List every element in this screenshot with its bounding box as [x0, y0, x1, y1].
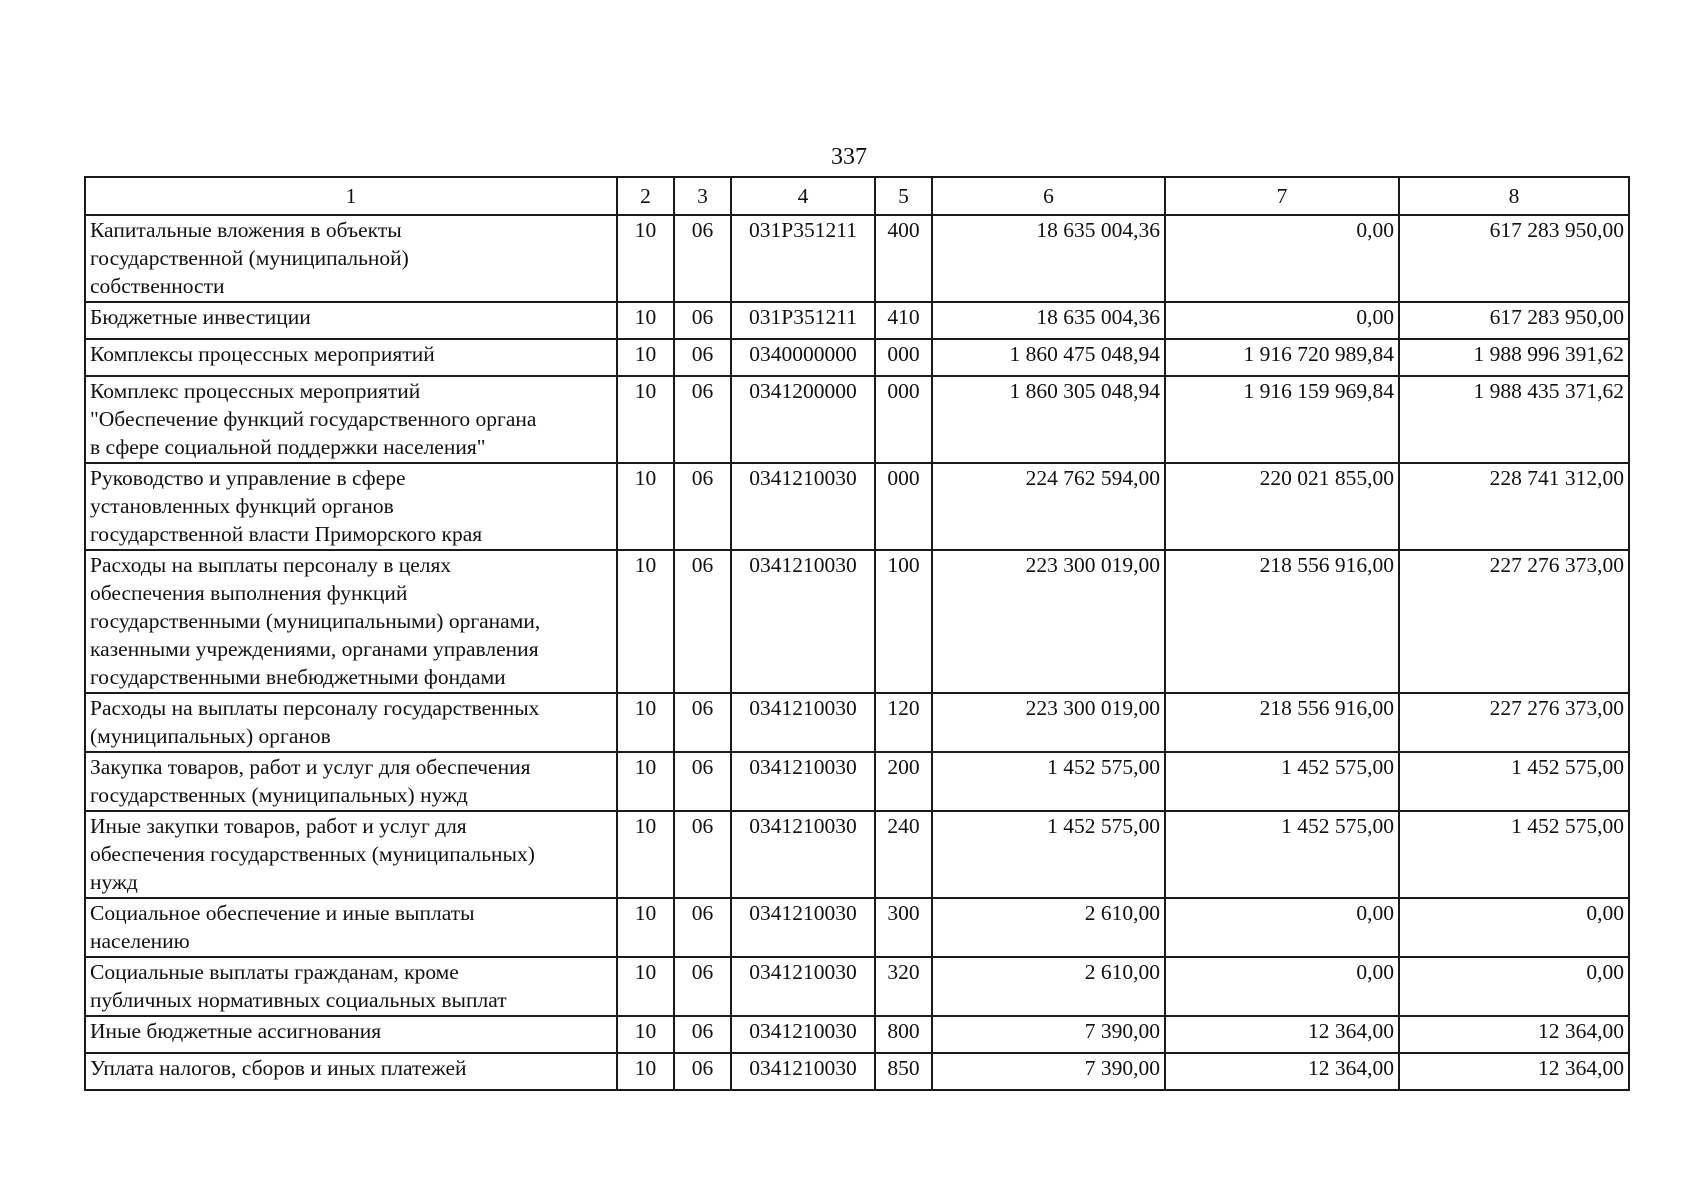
row-target-code: 0341210030 — [731, 550, 875, 693]
column-header-2: 2 — [617, 177, 674, 215]
row-amount-col6: 1 452 575,00 — [932, 811, 1165, 898]
row-subsection-code: 06 — [674, 376, 731, 463]
row-name: Расходы на выплаты персоналу государственных (муниципальных) органов — [85, 693, 617, 752]
row-target-code: 0341210030 — [731, 1016, 875, 1053]
table-row — [85, 463, 1629, 550]
row-amount-col6: 7 390,00 — [932, 1016, 1165, 1053]
row-name: Иные закупки товаров, работ и услуг для обеспечения государственных (муниципальных) нужд — [85, 811, 617, 898]
row-name: Бюджетные инвестиции — [85, 302, 617, 339]
table-row — [85, 550, 1629, 693]
row-subsection-code: 06 — [674, 1053, 731, 1090]
page-number: 337 — [831, 144, 867, 170]
row-name: Социальные выплаты гражданам, кроме публичных нормативных социальных выплат — [85, 957, 617, 1016]
table-row — [85, 693, 1629, 752]
row-target-code: 0341210030 — [731, 957, 875, 1016]
row-expense-type-code: 000 — [875, 339, 932, 376]
row-section-code: 10 — [617, 302, 674, 339]
column-header-4: 4 — [731, 177, 875, 215]
row-target-code: 0341200000 — [731, 376, 875, 463]
budget-table — [84, 176, 1630, 1091]
row-amount-col8: 617 283 950,00 — [1399, 215, 1629, 302]
row-section-code: 10 — [617, 752, 674, 811]
row-name: Закупка товаров, работ и услуг для обеспечения государственных (муниципальных) нужд — [85, 752, 617, 811]
row-expense-type-code: 320 — [875, 957, 932, 1016]
row-amount-col6: 1 452 575,00 — [932, 752, 1165, 811]
row-expense-type-code: 400 — [875, 215, 932, 302]
row-subsection-code: 06 — [674, 339, 731, 376]
row-subsection-code: 06 — [674, 463, 731, 550]
row-amount-col8: 1 988 435 371,62 — [1399, 376, 1629, 463]
table-row — [85, 1016, 1629, 1053]
row-expense-type-code: 800 — [875, 1016, 932, 1053]
row-amount-col8: 228 741 312,00 — [1399, 463, 1629, 550]
column-header-7: 7 — [1165, 177, 1399, 215]
row-amount-col6: 7 390,00 — [932, 1053, 1165, 1090]
row-target-code: 031P351211 — [731, 215, 875, 302]
row-amount-col6: 1 860 475 048,94 — [932, 339, 1165, 376]
row-subsection-code: 06 — [674, 811, 731, 898]
row-section-code: 10 — [617, 957, 674, 1016]
row-section-code: 10 — [617, 898, 674, 957]
row-section-code: 10 — [617, 811, 674, 898]
row-expense-type-code: 300 — [875, 898, 932, 957]
row-amount-col7: 1 452 575,00 — [1165, 752, 1399, 811]
row-subsection-code: 06 — [674, 693, 731, 752]
row-amount-col7: 218 556 916,00 — [1165, 550, 1399, 693]
row-amount-col6: 18 635 004,36 — [932, 302, 1165, 339]
row-subsection-code: 06 — [674, 957, 731, 1016]
row-amount-col8: 12 364,00 — [1399, 1053, 1629, 1090]
row-amount-col7: 1 916 159 969,84 — [1165, 376, 1399, 463]
row-expense-type-code: 000 — [875, 376, 932, 463]
row-expense-type-code: 100 — [875, 550, 932, 693]
table-row — [85, 811, 1629, 898]
row-amount-col7: 12 364,00 — [1165, 1016, 1399, 1053]
row-name: Руководство и управление в сфере установленных функций органов государственной власти Приморского края — [85, 463, 617, 550]
row-section-code: 10 — [617, 215, 674, 302]
table-row — [85, 302, 1629, 339]
row-amount-col7: 0,00 — [1165, 898, 1399, 957]
column-header-1: 1 — [85, 177, 617, 215]
row-target-code: 0341210030 — [731, 811, 875, 898]
row-amount-col8: 1 452 575,00 — [1399, 811, 1629, 898]
row-target-code: 0341210030 — [731, 1053, 875, 1090]
row-section-code: 10 — [617, 1016, 674, 1053]
row-amount-col7: 0,00 — [1165, 957, 1399, 1016]
row-target-code: 0340000000 — [731, 339, 875, 376]
row-amount-col6: 223 300 019,00 — [932, 550, 1165, 693]
table-row — [85, 339, 1629, 376]
row-amount-col6: 223 300 019,00 — [932, 693, 1165, 752]
row-name: Расходы на выплаты персоналу в целях обеспечения выполнения функций государственными (муниципальными) органами, казенными учреждениями, органами управления государственными внебюджетными фондами — [85, 550, 617, 693]
row-section-code: 10 — [617, 1053, 674, 1090]
row-target-code: 0341210030 — [731, 898, 875, 957]
row-amount-col8: 1 988 996 391,62 — [1399, 339, 1629, 376]
row-target-code: 0341210030 — [731, 463, 875, 550]
table-row — [85, 752, 1629, 811]
row-name: Комплексы процессных мероприятий — [85, 339, 617, 376]
row-subsection-code: 06 — [674, 302, 731, 339]
row-target-code: 0341210030 — [731, 693, 875, 752]
row-amount-col8: 1 452 575,00 — [1399, 752, 1629, 811]
row-section-code: 10 — [617, 463, 674, 550]
row-amount-col6: 2 610,00 — [932, 957, 1165, 1016]
table-row — [85, 215, 1629, 302]
row-amount-col6: 1 860 305 048,94 — [932, 376, 1165, 463]
row-amount-col7: 0,00 — [1165, 215, 1399, 302]
row-name: Капитальные вложения в объекты государственной (муниципальной) собственности — [85, 215, 617, 302]
row-amount-col6: 2 610,00 — [932, 898, 1165, 957]
column-header-8: 8 — [1399, 177, 1629, 215]
row-amount-col7: 220 021 855,00 — [1165, 463, 1399, 550]
row-amount-col8: 0,00 — [1399, 957, 1629, 1016]
row-amount-col8: 0,00 — [1399, 898, 1629, 957]
column-header-6: 6 — [932, 177, 1165, 215]
row-expense-type-code: 200 — [875, 752, 932, 811]
row-amount-col8: 227 276 373,00 — [1399, 550, 1629, 693]
table-row — [85, 898, 1629, 957]
row-amount-col7: 1 916 720 989,84 — [1165, 339, 1399, 376]
row-expense-type-code: 410 — [875, 302, 932, 339]
row-subsection-code: 06 — [674, 550, 731, 693]
row-amount-col7: 218 556 916,00 — [1165, 693, 1399, 752]
row-amount-col6: 18 635 004,36 — [932, 215, 1165, 302]
row-amount-col8: 12 364,00 — [1399, 1016, 1629, 1053]
row-expense-type-code: 850 — [875, 1053, 932, 1090]
row-amount-col6: 224 762 594,00 — [932, 463, 1165, 550]
row-section-code: 10 — [617, 550, 674, 693]
header-row — [85, 177, 1629, 215]
row-section-code: 10 — [617, 693, 674, 752]
row-subsection-code: 06 — [674, 898, 731, 957]
row-amount-col8: 617 283 950,00 — [1399, 302, 1629, 339]
row-subsection-code: 06 — [674, 215, 731, 302]
row-name: Комплекс процессных мероприятий "Обеспечение функций государственного органа в сфере социальной поддержки населения" — [85, 376, 617, 463]
table-row — [85, 1053, 1629, 1090]
row-target-code: 0341210030 — [731, 752, 875, 811]
table-row — [85, 376, 1629, 463]
row-amount-col7: 1 452 575,00 — [1165, 811, 1399, 898]
row-target-code: 031P351211 — [731, 302, 875, 339]
column-header-3: 3 — [674, 177, 731, 215]
row-expense-type-code: 240 — [875, 811, 932, 898]
row-amount-col7: 12 364,00 — [1165, 1053, 1399, 1090]
row-section-code: 10 — [617, 339, 674, 376]
row-subsection-code: 06 — [674, 1016, 731, 1053]
row-name: Уплата налогов, сборов и иных платежей — [85, 1053, 617, 1090]
row-subsection-code: 06 — [674, 752, 731, 811]
row-name: Иные бюджетные ассигнования — [85, 1016, 617, 1053]
row-name: Социальное обеспечение и иные выплаты населению — [85, 898, 617, 957]
row-expense-type-code: 120 — [875, 693, 932, 752]
table-row — [85, 957, 1629, 1016]
row-amount-col7: 0,00 — [1165, 302, 1399, 339]
column-header-5: 5 — [875, 177, 932, 215]
row-section-code: 10 — [617, 376, 674, 463]
row-amount-col8: 227 276 373,00 — [1399, 693, 1629, 752]
row-expense-type-code: 000 — [875, 463, 932, 550]
